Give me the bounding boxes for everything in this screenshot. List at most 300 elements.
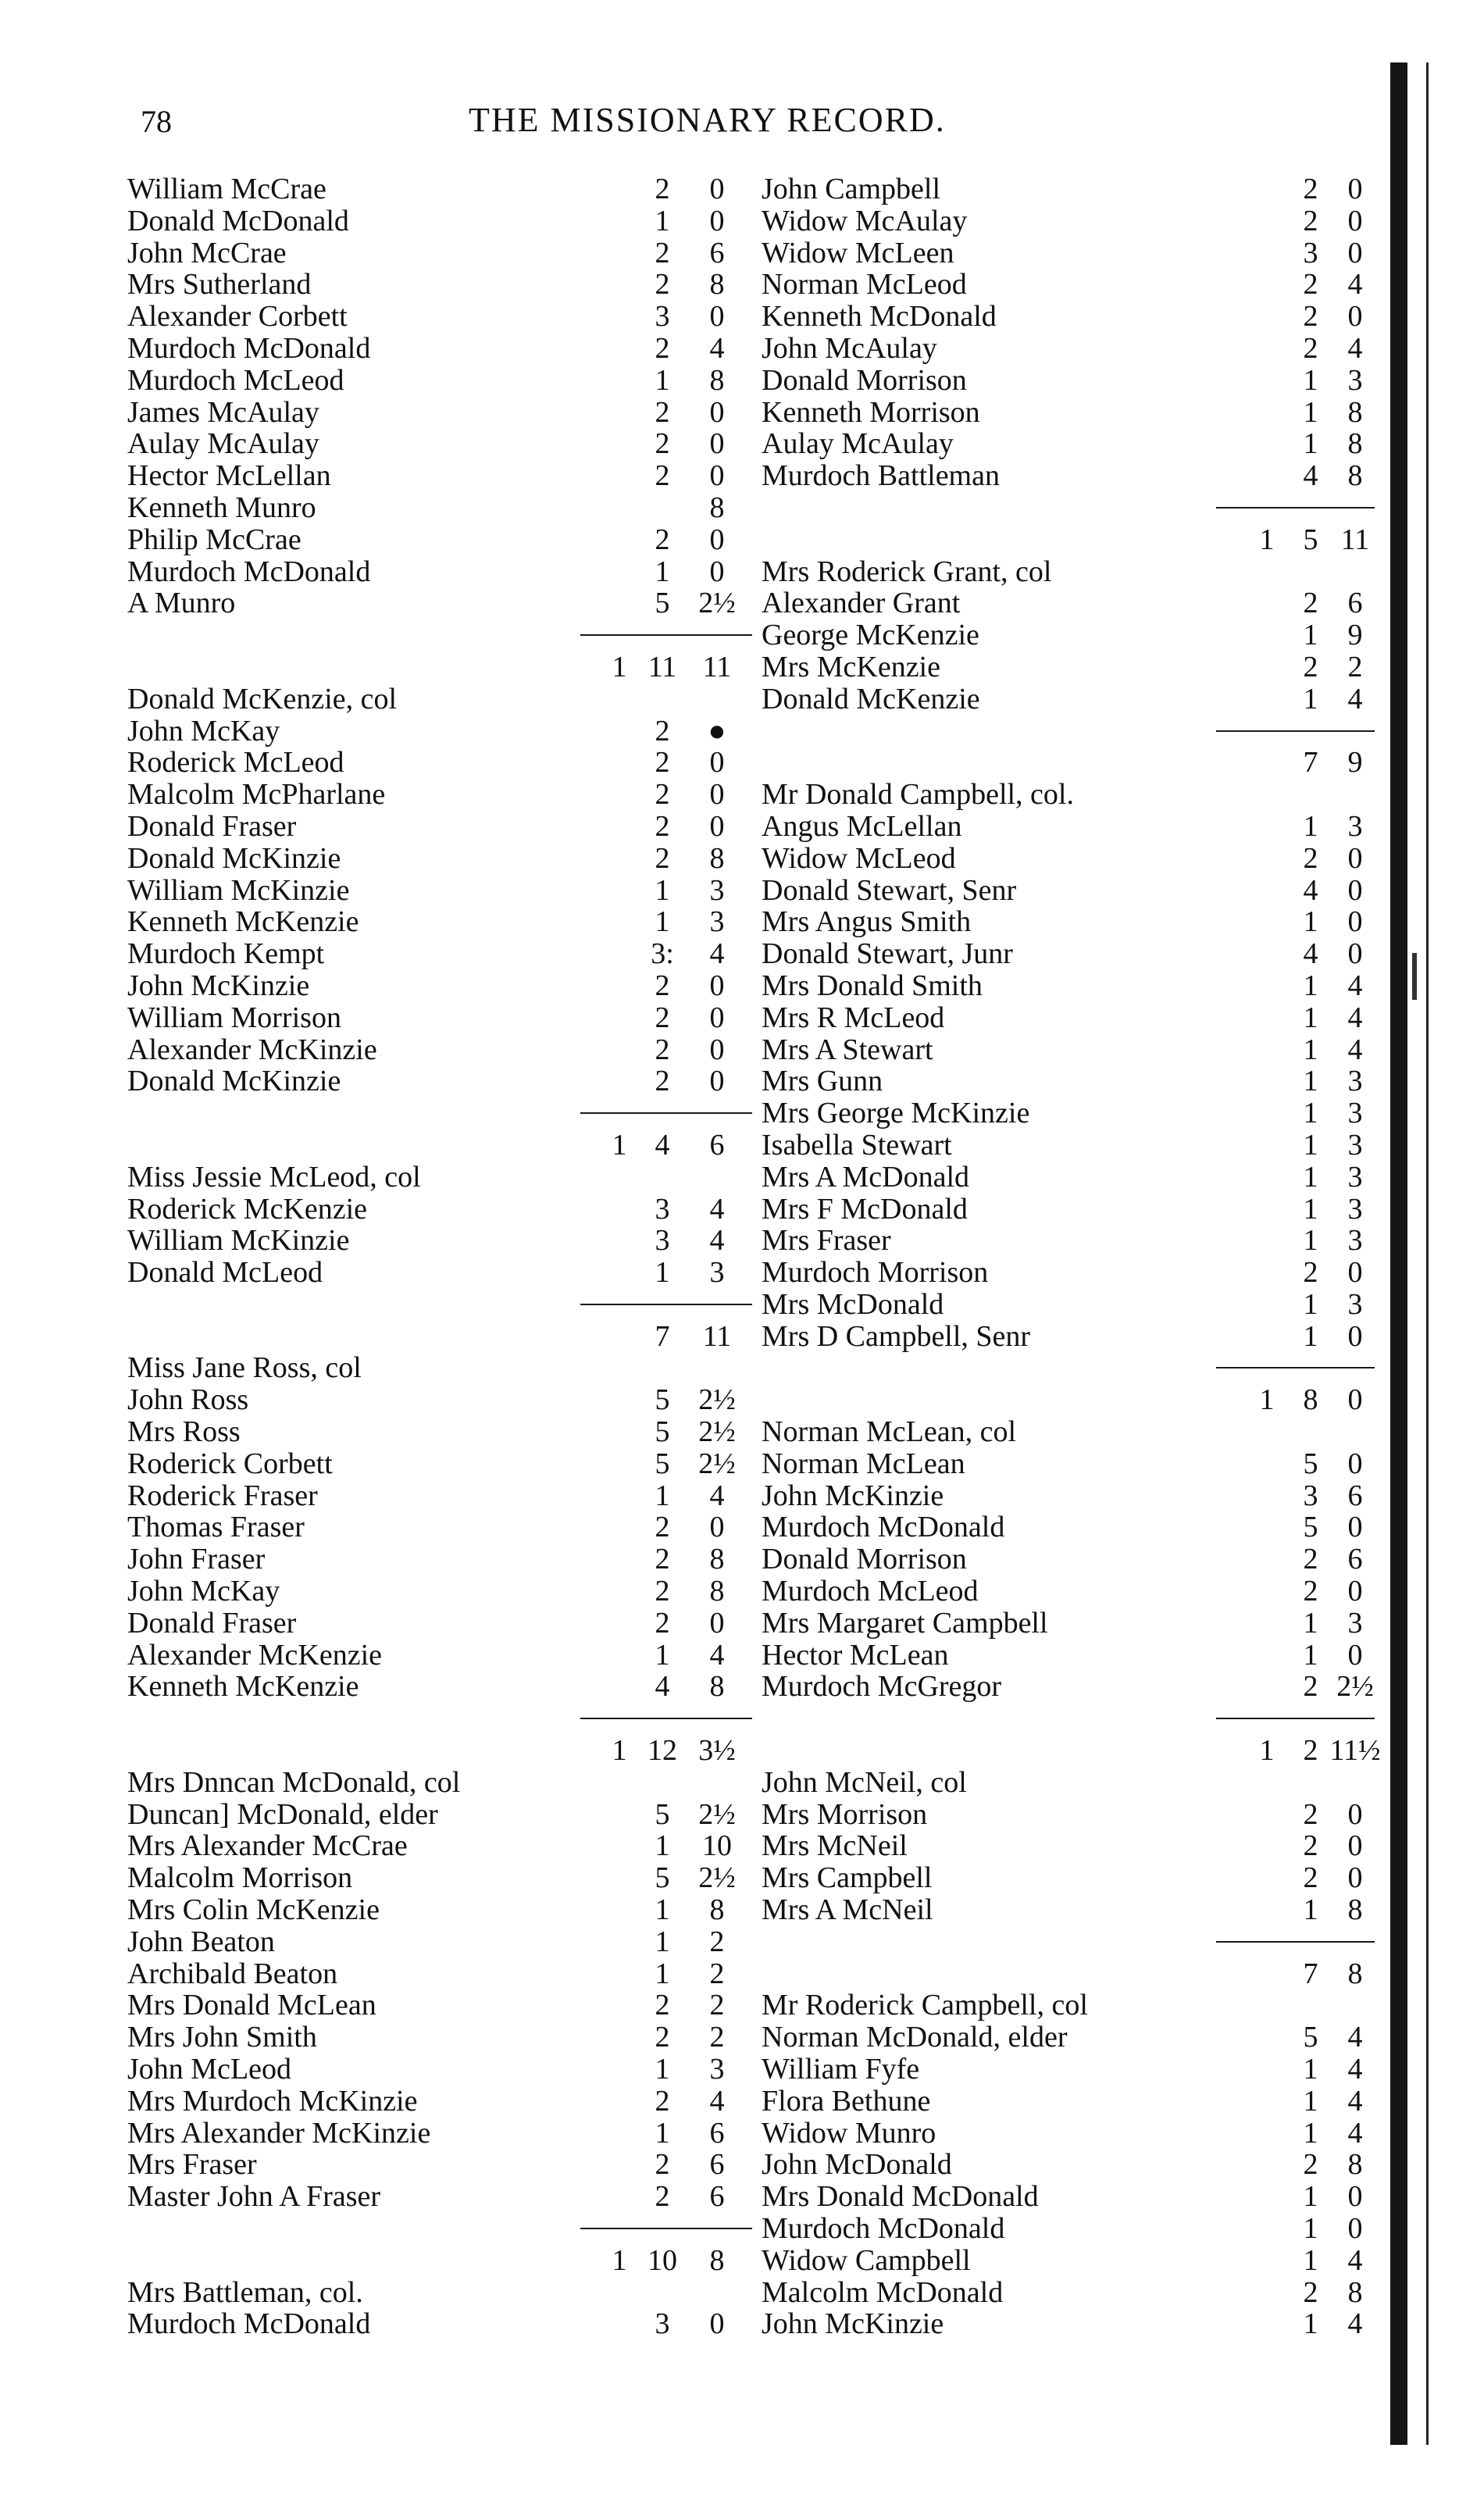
- pence-value: 3: [709, 905, 725, 939]
- entry-row: [762, 1640, 1375, 1672]
- shillings-value: 1: [1303, 1224, 1318, 1258]
- contributor-name: Kenneth Munro: [127, 491, 316, 524]
- entry-row: [127, 269, 752, 301]
- contributor-name: Archibald Beaton: [127, 1957, 338, 1990]
- contributor-name: Duncan] McDonald, elder: [127, 1797, 438, 1831]
- pence-value: 0: [709, 555, 725, 588]
- rule-line: [1216, 1367, 1375, 1368]
- shillings-value: 1: [655, 363, 670, 397]
- shillings-value: 2: [1303, 2148, 1318, 2182]
- contributor-name: Widow McLeod: [762, 841, 956, 875]
- entry-row: [127, 428, 752, 460]
- contributor-name: Roderick Corbett: [127, 1447, 333, 1480]
- entry-row: [762, 1480, 1375, 1512]
- shillings-value: 3: [655, 1192, 670, 1226]
- shillings-value: 3: [655, 1224, 670, 1258]
- shillings-value: 1: [655, 1925, 670, 1958]
- pence-value: 0: [709, 746, 725, 780]
- shillings-value: 1: [655, 1638, 670, 1672]
- entry-row: [127, 1575, 752, 1608]
- pence-value: 3: [1347, 1128, 1363, 1162]
- shillings-value: 1: [1303, 1606, 1318, 1640]
- entry-row: [762, 173, 1375, 205]
- contributor-name: John McKinzie: [127, 969, 310, 1002]
- pence-value: 6: [709, 2180, 725, 2214]
- contributor-name: Murdoch McDonald: [762, 2212, 1005, 2245]
- pence-value: 6: [709, 2148, 725, 2182]
- entry-row: [127, 1416, 752, 1448]
- shillings-value: 1: [1303, 427, 1318, 461]
- contributor-name: Aulay McAulay: [762, 427, 954, 461]
- entry-row: [762, 1289, 1375, 1321]
- entry-row: [762, 1065, 1375, 1097]
- pence-value: 3: [709, 1256, 725, 1290]
- shillings-value: 1: [1303, 809, 1318, 843]
- contributor-name: Murdoch Kempt: [127, 937, 325, 971]
- contributor-name: Mrs McDonald: [762, 1287, 944, 1321]
- entry-row: [762, 683, 1375, 715]
- contributor-name: Murdoch Battleman: [762, 459, 1000, 493]
- shillings-value: 1: [1303, 1638, 1318, 1672]
- pence-value: 8: [709, 363, 725, 397]
- shillings-value: 3: [655, 2307, 670, 2341]
- shillings-value: 7: [655, 1319, 670, 1353]
- total-row: [762, 524, 1375, 556]
- contributor-name: Murdoch McDonald: [127, 555, 371, 588]
- sum-rule: [762, 1352, 1375, 1384]
- shillings-value: 1: [655, 2053, 670, 2086]
- shillings-value: 2: [1303, 1575, 1318, 1608]
- shillings-value: 1: [655, 905, 670, 939]
- shillings-value: 2: [655, 1543, 670, 1576]
- contributor-name: Hector McLellan: [127, 459, 331, 493]
- pence-value: 0: [1347, 841, 1363, 875]
- shillings-value: 1: [1303, 682, 1318, 715]
- pence-value: 8: [1347, 459, 1363, 493]
- pence-value: 0: [1347, 1638, 1363, 1672]
- shillings-value: 2: [655, 1511, 670, 1544]
- entry-row: [762, 1321, 1375, 1353]
- shillings-value: 2: [1303, 300, 1318, 334]
- entry-row: [762, 1799, 1375, 1831]
- shillings-value: 4: [1303, 459, 1318, 493]
- contributor-name: John Fraser: [127, 1543, 266, 1576]
- shillings-value: 1: [655, 873, 670, 907]
- shillings-value: 2: [655, 778, 670, 812]
- pounds-value: 1: [1259, 523, 1275, 556]
- pence-value: 4: [709, 1224, 725, 1258]
- contributor-name: Mrs A McDonald: [762, 1160, 969, 1194]
- entry-row: [127, 1926, 752, 1958]
- pence-value: 4: [1347, 2053, 1363, 2086]
- contributor-name: Donald McKinzie: [127, 841, 341, 875]
- entry-row: [127, 1830, 752, 1862]
- sum-rule: [762, 1703, 1375, 1735]
- entry-row: [127, 587, 752, 619]
- entry-row: [762, 1671, 1375, 1703]
- contributor-name: Master John A Fraser: [127, 2180, 381, 2214]
- entry-row: [127, 1511, 752, 1543]
- sum-rule: [127, 1703, 752, 1735]
- pounds-value: 1: [1259, 1734, 1275, 1768]
- contributor-name: John McAulay: [762, 331, 937, 365]
- contributor-name: Thomas Fraser: [127, 1511, 305, 1544]
- entry-row: [762, 237, 1375, 269]
- shillings-value: 2: [655, 714, 670, 748]
- entry-row: [127, 1034, 752, 1066]
- entry-row: [127, 1352, 752, 1384]
- contributor-name: Mrs Sutherland: [127, 268, 312, 302]
- contributor-name: Mrs Donald McDonald: [762, 2180, 1039, 2214]
- entry-row: [127, 1608, 752, 1640]
- pence-value: 8: [1347, 427, 1363, 461]
- entry-row: [127, 1065, 752, 1097]
- entry-row: [127, 906, 752, 938]
- total-row: [127, 1735, 752, 1767]
- contributor-name: Murdoch McDonald: [762, 1511, 1005, 1544]
- pence-value: 8: [709, 1543, 725, 1576]
- shillings-value: 1: [1303, 2116, 1318, 2150]
- shillings-value: 1: [655, 1256, 670, 1290]
- entry-row: [127, 1862, 752, 1894]
- pence-value: 4: [709, 1638, 725, 1672]
- pence-value: 3: [1347, 363, 1363, 397]
- shillings-value: 11: [647, 650, 677, 683]
- shillings-value: 2: [655, 1001, 670, 1034]
- entry-row: [127, 2277, 752, 2309]
- shillings-value: 5: [655, 1797, 670, 1831]
- contributor-name: John McKay: [127, 714, 280, 748]
- entry-row: [127, 843, 752, 875]
- contributor-name: Donald Morrison: [762, 363, 967, 397]
- entry-row: [762, 1511, 1375, 1543]
- pence-value: 0: [709, 1001, 725, 1034]
- shillings-value: 2: [655, 395, 670, 429]
- contributor-name: Murdoch Morrison: [762, 1256, 989, 1290]
- pence-value: 3: [1347, 809, 1363, 843]
- pence-value: 0: [709, 1033, 725, 1066]
- pence-value: 0: [709, 809, 725, 843]
- pence-value: 0: [1347, 2212, 1363, 2245]
- shillings-value: 1: [655, 2116, 670, 2150]
- rule-line: [580, 1304, 752, 1305]
- contributor-name: Aulay McAulay: [127, 427, 319, 461]
- pence-value: 0: [709, 395, 725, 429]
- pence-value: 0: [709, 1065, 725, 1098]
- pence-value: 6: [709, 2116, 725, 2150]
- shillings-value: 2: [655, 841, 670, 875]
- contributor-name: John McKinzie: [762, 1479, 944, 1512]
- contributor-name: Donald Fraser: [127, 1606, 297, 1640]
- pence-value: 0: [709, 427, 725, 461]
- shillings-value: 1: [1303, 363, 1318, 397]
- total-row: [127, 2245, 752, 2277]
- shillings-value: 1: [1303, 905, 1318, 939]
- contributor-name: Hector McLean: [762, 1638, 949, 1672]
- contributor-name: Mrs Donald McLean: [127, 1989, 376, 2022]
- entry-row: [127, 1767, 752, 1799]
- shillings-value: 2: [655, 523, 670, 556]
- pence-value: 4: [1347, 1033, 1363, 1066]
- shillings-value: 2: [1303, 1734, 1318, 1768]
- pence-value: 2: [1347, 650, 1363, 683]
- shillings-value: 2: [1303, 1797, 1318, 1831]
- contributor-name: Mrs Gunn: [762, 1065, 883, 1098]
- page-edge-line: [1426, 62, 1429, 2445]
- contributor-name: Mrs Dnncan McDonald, col: [127, 1765, 461, 1799]
- shillings-value: 1: [1303, 395, 1318, 429]
- shillings-value: 2: [1303, 1861, 1318, 1895]
- pence-value: 4: [1347, 2243, 1363, 2277]
- pence-value: 2: [709, 1989, 725, 2022]
- shillings-value: 4: [1303, 873, 1318, 907]
- shillings-value: 1: [1303, 1128, 1318, 1162]
- sum-rule: [127, 1097, 752, 1129]
- pence-value: 0: [709, 969, 725, 1002]
- entry-row: [127, 2181, 752, 2213]
- pence-value: 11: [702, 1319, 732, 1353]
- contributor-name: Philip McCrae: [127, 523, 301, 556]
- shillings-value: 2: [1303, 204, 1318, 237]
- rule-line: [580, 634, 752, 636]
- contributor-name: A Munro: [127, 587, 236, 620]
- pence-value: 6: [1347, 587, 1363, 620]
- pence-value: 0: [709, 173, 725, 205]
- pence-value: 3: [1347, 1606, 1363, 1640]
- shillings-value: 2: [1303, 1829, 1318, 1863]
- contributor-name: Malcolm McPharlane: [127, 778, 386, 812]
- pence-value: 0: [709, 778, 725, 812]
- pounds-value: 1: [612, 650, 627, 683]
- shillings-value: 1: [1303, 1001, 1318, 1034]
- entry-row: [762, 2213, 1375, 2245]
- pence-value: 8: [1347, 1957, 1363, 1990]
- contributor-name: Mrs R McLeod: [762, 1001, 945, 1034]
- shillings-value: 1: [655, 1957, 670, 1990]
- entry-row: [127, 1384, 752, 1416]
- pence-value: 9: [1347, 746, 1363, 780]
- pence-value: 8: [1347, 2275, 1363, 2309]
- shillings-value: 1: [1303, 1097, 1318, 1130]
- entry-row: [762, 460, 1375, 492]
- contributor-name: Malcolm McDonald: [762, 2275, 1004, 2309]
- contributor-name: Murdoch McDonald: [127, 331, 371, 365]
- pence-value: 0: [1347, 1447, 1363, 1480]
- pence-value: 0: [709, 2307, 725, 2341]
- shillings-value: 10: [647, 2243, 677, 2277]
- shillings-value: 3: [655, 300, 670, 334]
- contributor-name: Widow Munro: [762, 2116, 936, 2150]
- shillings-value: 2: [655, 1033, 670, 1066]
- contributor-name: Murdoch McLeod: [127, 363, 344, 397]
- entry-row: [127, 1543, 752, 1575]
- contributor-name: Norman McDonald, elder: [762, 2021, 1068, 2054]
- pence-value: 0: [709, 204, 725, 237]
- contributor-name: Mrs Fraser: [762, 1224, 891, 1258]
- shillings-value: 5: [655, 1861, 670, 1895]
- entry-row: [762, 1989, 1375, 2021]
- entry-row: [762, 1416, 1375, 1448]
- shillings-value: 2: [655, 459, 670, 493]
- pence-value: 0: [709, 459, 725, 493]
- contributor-name: Mrs Colin McKenzie: [127, 1893, 380, 1927]
- pounds-value: 1: [612, 1734, 627, 1768]
- entry-row: [127, 2086, 752, 2118]
- pence-value: 4: [709, 1192, 725, 1226]
- entry-row: [762, 1194, 1375, 1226]
- entry-row: [762, 1894, 1375, 1926]
- shillings-value: 2: [1303, 173, 1318, 205]
- total-row: [762, 747, 1375, 779]
- pence-value: 2½: [698, 1447, 736, 1480]
- entry-row: [762, 1575, 1375, 1608]
- contributor-name: John McCrae: [127, 236, 287, 269]
- sum-rule: [127, 2213, 752, 2245]
- contributor-name: John McKay: [127, 1575, 280, 1608]
- entry-row: [127, 460, 752, 492]
- pence-value: 0: [1347, 873, 1363, 907]
- entry-row: [762, 1862, 1375, 1894]
- pence-value: 2½: [698, 1383, 736, 1417]
- shillings-value: 2: [655, 1606, 670, 1640]
- pence-value: 4: [1347, 331, 1363, 365]
- sum-rule: [762, 715, 1375, 748]
- pence-value: 0: [1347, 905, 1363, 939]
- pence-value: 6: [709, 1128, 725, 1162]
- entry-row: [127, 2054, 752, 2086]
- contributor-name: Alexander McKinzie: [127, 1033, 377, 1066]
- contributor-name: Mrs Murdoch McKinzie: [127, 2084, 418, 2118]
- shillings-value: 5: [1303, 2021, 1318, 2054]
- entry-row: [762, 875, 1375, 907]
- contributor-name: John Beaton: [127, 1925, 275, 1958]
- pence-value: 8: [709, 2243, 725, 2277]
- contributor-name: Donald McKenzie: [762, 682, 980, 715]
- contributor-name: Donald McDonald: [127, 204, 349, 237]
- total-row: [762, 1734, 1381, 1768]
- shillings-value: 2: [1303, 1543, 1318, 1576]
- shillings-value: 2: [1303, 331, 1318, 365]
- shillings-value: 2: [655, 427, 670, 461]
- shillings-value: 7: [1303, 1957, 1318, 1990]
- entry-row: [127, 492, 752, 524]
- contributor-name: Alexander Corbett: [127, 300, 348, 334]
- shillings-value: 5: [1303, 1447, 1318, 1480]
- pence-value: 2½: [698, 1797, 736, 1831]
- contributor-name: Donald Stewart, Senr: [762, 873, 1017, 907]
- pence-value: 4: [1347, 2116, 1363, 2150]
- rule-line: [580, 1718, 752, 1719]
- entry-row: [762, 1129, 1375, 1162]
- pence-value: 3: [1347, 1097, 1363, 1130]
- shillings-value: 5: [655, 1383, 670, 1417]
- contributor-name: Norman McLean: [762, 1447, 965, 1480]
- entry-row: [762, 906, 1375, 938]
- pence-value: 2: [709, 2021, 725, 2054]
- shillings-value: 2: [1303, 587, 1318, 620]
- sum-rule: [762, 492, 1375, 524]
- contributor-name: Donald McKinzie: [127, 1065, 341, 1098]
- shillings-value: 4: [655, 1128, 670, 1162]
- total-row: [127, 1321, 752, 1353]
- pence-value: 4: [1347, 2021, 1363, 2054]
- total-row: [127, 651, 752, 683]
- entry-row: [762, 1830, 1375, 1862]
- pence-value: 3½: [698, 1734, 736, 1768]
- pence-value: 0: [1347, 1829, 1363, 1863]
- entry-row: [127, 365, 752, 397]
- contributor-name: Donald Stewart, Junr: [762, 937, 1013, 971]
- shillings-value: 3: [1303, 236, 1318, 269]
- shillings-value: 2: [655, 173, 670, 205]
- entry-row: [127, 970, 752, 1002]
- contributor-name: Donald McKenzie, col: [127, 682, 398, 715]
- entry-row: [762, 1097, 1375, 1129]
- running-head-title: THE MISSIONARY RECORD.: [469, 101, 946, 139]
- entry-row: [127, 1448, 752, 1480]
- shillings-value: 2: [655, 331, 670, 365]
- entry-row: [762, 2149, 1375, 2181]
- contributor-name: Mrs McKenzie: [762, 650, 940, 683]
- shillings-value: 5: [655, 587, 670, 620]
- contributor-name: James McAulay: [127, 395, 319, 429]
- entry-row: [762, 970, 1375, 1002]
- pence-value: 0: [1347, 300, 1363, 334]
- shillings-value: 2: [655, 1065, 670, 1098]
- entry-row: [762, 1034, 1375, 1066]
- contributor-name: Mr Roderick Campbell, col: [762, 1989, 1088, 2022]
- entry-row: [127, 556, 752, 588]
- entry-row: [127, 1162, 752, 1194]
- contributor-name: Malcolm Morrison: [127, 1861, 353, 1895]
- shillings-value: 5: [655, 1415, 670, 1449]
- pence-value: 2½: [698, 1861, 736, 1895]
- pence-value: 2½: [698, 587, 736, 620]
- pence-value: 11: [702, 650, 732, 683]
- entry-row: [762, 205, 1375, 237]
- entry-row: [127, 2021, 752, 2054]
- contributor-name: Alexander Grant: [762, 587, 961, 620]
- pence-value: 8: [709, 268, 725, 302]
- page-number: 78: [141, 104, 172, 139]
- entry-row: [127, 1002, 752, 1034]
- contributor-name: John McLeod: [127, 2053, 292, 2086]
- shillings-value: 5: [1303, 523, 1318, 556]
- pence-value: 8: [1347, 1893, 1363, 1927]
- entry-row: [762, 587, 1375, 619]
- pence-value: 8: [709, 491, 725, 524]
- entry-row: [762, 1225, 1375, 1257]
- entry-row: [762, 1257, 1375, 1289]
- entry-row: [127, 397, 752, 429]
- contributor-name: John McNeil, col: [762, 1765, 967, 1799]
- pence-value: 3: [709, 2053, 725, 2086]
- shillings-value: 2: [655, 236, 670, 269]
- pounds-value: 1: [1259, 1383, 1275, 1417]
- shillings-value: 2: [655, 2021, 670, 2054]
- pence-value: 3: [1347, 1192, 1363, 1226]
- entry-row: [127, 2149, 752, 2181]
- pence-value: 0: [1347, 1575, 1363, 1608]
- entry-row: [127, 205, 752, 237]
- contributor-name: Kenneth McDonald: [762, 300, 997, 334]
- shillings-value: 1: [1303, 969, 1318, 1002]
- shillings-value: 1: [1303, 1319, 1318, 1353]
- pence-value: 0: [1347, 173, 1363, 205]
- shillings-value: 1: [1303, 1287, 1318, 1321]
- contributor-name: Roderick McLeod: [127, 746, 344, 780]
- pence-value: 0: [709, 523, 725, 556]
